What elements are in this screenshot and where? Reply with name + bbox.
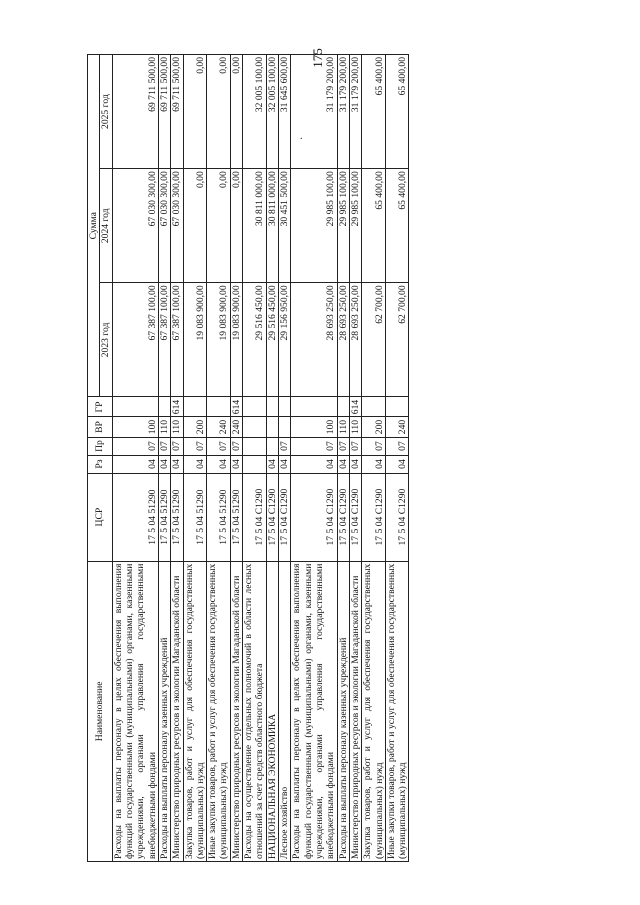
cell-y2023: 29 516 450,00 xyxy=(243,283,267,397)
cell-pr: 07 xyxy=(279,437,291,455)
cell-vr: 200 xyxy=(183,417,207,437)
table-row xyxy=(279,55,291,862)
cell-rz: 04 xyxy=(183,455,207,473)
table-row xyxy=(243,55,267,862)
cell-vr: 110 xyxy=(349,417,361,437)
table-row xyxy=(291,55,337,862)
cell-y2023: 67 387 100,00 xyxy=(171,283,183,397)
cell-csr: 17 5 04 С1290 xyxy=(362,473,386,561)
budget-table-container xyxy=(87,54,591,862)
cell-vr: 240 xyxy=(230,417,242,437)
cell-csr: 17 5 04 С1290 xyxy=(385,473,409,561)
cell-rz: 04 xyxy=(230,455,242,473)
cell-pr: 07 xyxy=(207,437,231,455)
table-row xyxy=(385,55,409,862)
cell-pr: 07 xyxy=(362,437,386,455)
cell-csr: 17 5 04 51290 xyxy=(171,473,183,561)
cell-name: Расходы на выплаты персоналу в целях обеспечения выполнения функций государственными (муниципальными) органами, казенными учреждениями, органами управления государственными внебюджетными фондами xyxy=(112,561,158,861)
cell-gr xyxy=(207,397,231,417)
cell-y2024: 30 451 500,00 xyxy=(279,169,291,283)
cell-vr: 100 xyxy=(112,417,158,437)
cell-y2024: 65 400,00 xyxy=(362,169,386,283)
cell-gr xyxy=(158,397,170,417)
cell-rz: 04 xyxy=(171,455,183,473)
cell-csr: 17 5 04 С1290 xyxy=(349,473,361,561)
table-row xyxy=(349,55,361,862)
cell-y2025: 69 711 500,00 xyxy=(112,55,158,169)
cell-gr xyxy=(337,397,349,417)
table-row xyxy=(158,55,170,862)
cell-gr xyxy=(385,397,409,417)
cell-rz: 04 xyxy=(112,455,158,473)
table-row xyxy=(112,55,158,862)
cell-pr: 07 xyxy=(112,437,158,455)
cell-y2024: 67 030 300,00 xyxy=(112,169,158,283)
cell-name: НАЦИОНАЛЬНАЯ ЭКОНОМИКА xyxy=(266,561,278,861)
header-sum: Сумма xyxy=(88,55,100,397)
cell-name: Расходы на выплаты персоналу в целях обеспечения выполнения функций государственными (муниципальными) органами, казенными учреждениями, органами управления государственными внебюджетными фондами xyxy=(291,561,337,861)
cell-y2025: 65 400,00 xyxy=(385,55,409,169)
cell-vr: 110 xyxy=(158,417,170,437)
header-vr: ВР xyxy=(88,417,113,437)
header-csr: ЦСР xyxy=(88,473,113,561)
cell-pr xyxy=(266,437,278,455)
budget-table xyxy=(87,54,409,862)
cell-y2025: 0,00 xyxy=(230,55,242,169)
cell-rz: 04 xyxy=(385,455,409,473)
cell-y2025: 69 711 500,00 xyxy=(158,55,170,169)
cell-y2024: 29 985 100,00 xyxy=(291,169,337,283)
cell-y2023: 28 693 250,00 xyxy=(349,283,361,397)
cell-gr xyxy=(362,397,386,417)
cell-name: Министерство природных ресурсов и экологии Магаданской области xyxy=(171,561,183,861)
cell-pr xyxy=(243,437,267,455)
cell-name: Иные закупки товаров, работ и услуг для обеспечения государственных (муниципальных) нужд xyxy=(385,561,409,861)
cell-rz: 04 xyxy=(349,455,361,473)
cell-y2023: 19 083 900,00 xyxy=(183,283,207,397)
cell-csr: 17 5 04 51290 xyxy=(158,473,170,561)
cell-gr: 614 xyxy=(171,397,183,417)
cell-y2023: 19 083 900,00 xyxy=(207,283,231,397)
cell-y2025: 69 711 500,00 xyxy=(171,55,183,169)
cell-gr xyxy=(112,397,158,417)
cell-rz: 04 xyxy=(279,455,291,473)
cell-csr: 17 5 04 51290 xyxy=(112,473,158,561)
cell-gr xyxy=(291,397,337,417)
cell-y2024: 0,00 xyxy=(230,169,242,283)
cell-pr: 07 xyxy=(337,437,349,455)
cell-y2024: 67 030 300,00 xyxy=(171,169,183,283)
header-gr: ГР xyxy=(88,397,113,417)
cell-name: Расходы на осуществление отдельных полномочий в области лесных отношений за счет средств областного бюджета xyxy=(243,561,267,861)
cell-name: Министерство природных ресурсов и экологии Магаданской области xyxy=(230,561,242,861)
cell-rz: 04 xyxy=(207,455,231,473)
cell-pr: 07 xyxy=(385,437,409,455)
cell-y2023: 67 387 100,00 xyxy=(112,283,158,397)
table-row xyxy=(183,55,207,862)
cell-y2024: 0,00 xyxy=(183,169,207,283)
cell-y2024: 30 811 000,00 xyxy=(266,169,278,283)
cell-y2025: 31 179 200,00 xyxy=(337,55,349,169)
cell-csr: 17 5 04 51290 xyxy=(183,473,207,561)
cell-pr: 07 xyxy=(171,437,183,455)
cell-y2025: 31 179 200,00 xyxy=(291,55,337,169)
cell-csr: 17 5 04 51290 xyxy=(207,473,231,561)
cell-name: Министерство природных ресурсов и экологии Магаданской области xyxy=(349,561,361,861)
cell-name: Закупка товаров, работ и услуг для обеспечения государственных (муниципальных) нужд xyxy=(362,561,386,861)
cell-y2023: 28 693 250,00 xyxy=(291,283,337,397)
cell-csr: 17 5 04 С1290 xyxy=(291,473,337,561)
cell-y2024: 29 985 100,00 xyxy=(349,169,361,283)
cell-y2023: 62 700,00 xyxy=(385,283,409,397)
cell-name: Расходы на выплаты персоналу казенных учреждений xyxy=(337,561,349,861)
header-2024: 2024 год xyxy=(100,169,112,283)
cell-y2024: 30 811 000,00 xyxy=(243,169,267,283)
cell-vr: 200 xyxy=(362,417,386,437)
cell-rz xyxy=(243,455,267,473)
cell-y2023: 19 083 900,00 xyxy=(230,283,242,397)
cell-pr: 07 xyxy=(158,437,170,455)
table-row xyxy=(230,55,242,862)
cell-y2023: 29 516 450,00 xyxy=(266,283,278,397)
cell-rz: 04 xyxy=(266,455,278,473)
cell-vr: 110 xyxy=(171,417,183,437)
cell-y2024: 65 400,00 xyxy=(385,169,409,283)
cell-csr: 17 5 04 С1290 xyxy=(266,473,278,561)
cell-vr xyxy=(266,417,278,437)
cell-gr xyxy=(279,397,291,417)
cell-csr: 17 5 04 51290 xyxy=(230,473,242,561)
cell-y2025: 0,00 xyxy=(207,55,231,169)
table-row xyxy=(337,55,349,862)
cell-gr xyxy=(243,397,267,417)
cell-pr: 07 xyxy=(349,437,361,455)
cell-rz: 04 xyxy=(362,455,386,473)
header-2025: 2025 год xyxy=(100,55,112,169)
cell-y2025: 65 400,00 xyxy=(362,55,386,169)
table-row xyxy=(362,55,386,862)
header-2023: 2023 год xyxy=(100,283,112,397)
page-mark: . xyxy=(300,131,303,142)
cell-rz: 04 xyxy=(158,455,170,473)
cell-vr xyxy=(279,417,291,437)
cell-y2023: 67 387 100,00 xyxy=(158,283,170,397)
cell-gr xyxy=(183,397,207,417)
table-row xyxy=(207,55,231,862)
cell-rz: 04 xyxy=(291,455,337,473)
header-name: Наименование xyxy=(88,561,113,861)
cell-y2025: 32 005 100,00 xyxy=(243,55,267,169)
cell-gr: 614 xyxy=(230,397,242,417)
cell-y2023: 62 700,00 xyxy=(362,283,386,397)
cell-name: Иные закупки товаров, работ и услуг для обеспечения государственных (муниципальных) нужд xyxy=(207,561,231,861)
header-pr: Пр xyxy=(88,437,113,455)
cell-gr xyxy=(266,397,278,417)
table-body xyxy=(112,55,409,862)
cell-y2024: 0,00 xyxy=(207,169,231,283)
table-row xyxy=(171,55,183,862)
table-row xyxy=(266,55,278,862)
cell-vr: 100 xyxy=(291,417,337,437)
cell-y2024: 67 030 300,00 xyxy=(158,169,170,283)
cell-rz: 04 xyxy=(337,455,349,473)
cell-csr: 17 5 04 С1290 xyxy=(279,473,291,561)
header-rz: Рз xyxy=(88,455,113,473)
cell-pr: 07 xyxy=(230,437,242,455)
cell-pr: 07 xyxy=(183,437,207,455)
cell-y2024: 29 985 100,00 xyxy=(337,169,349,283)
cell-vr: 240 xyxy=(207,417,231,437)
cell-y2025: 31 179 200,00 xyxy=(349,55,361,169)
cell-y2025: 31 645 600,00 xyxy=(279,55,291,169)
cell-y2025: 32 005 100,00 xyxy=(266,55,278,169)
cell-name: Расходы на выплаты персоналу казенных учреждений xyxy=(158,561,170,861)
cell-y2023: 29 156 950,00 xyxy=(279,283,291,397)
cell-csr: 17 5 04 С1290 xyxy=(337,473,349,561)
cell-vr: 240 xyxy=(385,417,409,437)
cell-csr: 17 5 04 С1290 xyxy=(243,473,267,561)
cell-pr: 07 xyxy=(291,437,337,455)
cell-name: Лесное хозяйство xyxy=(279,561,291,861)
cell-gr: 614 xyxy=(349,397,361,417)
cell-y2023: 28 693 250,00 xyxy=(337,283,349,397)
cell-vr xyxy=(243,417,267,437)
cell-vr: 110 xyxy=(337,417,349,437)
cell-y2025: 0,00 xyxy=(183,55,207,169)
cell-name: Закупка товаров, работ и услуг для обеспечения государственных (муниципальных) нужд xyxy=(183,561,207,861)
page-number: 175 xyxy=(310,48,325,68)
